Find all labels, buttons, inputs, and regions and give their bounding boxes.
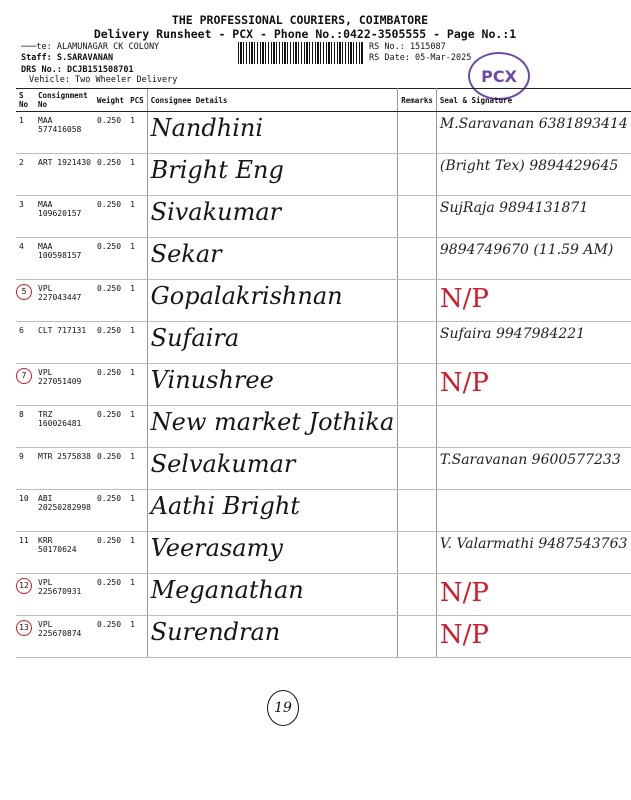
col-header-weight: Weight xyxy=(94,89,127,112)
row-sno xyxy=(16,490,35,532)
row-weight: 0.250 xyxy=(94,532,127,574)
table-row xyxy=(16,154,631,196)
sno-text: 9 xyxy=(19,452,24,461)
sno-text: 3 xyxy=(19,200,24,209)
pcx-stamp: PCX xyxy=(468,52,530,100)
row-consignee-cell xyxy=(147,112,398,154)
row-signature-cell xyxy=(436,532,630,574)
row-sno xyxy=(16,364,35,406)
not-present-mark: N/P xyxy=(439,284,489,314)
company-title: THE PROFESSIONAL COURIERS, COIMBATORE xyxy=(171,13,429,27)
row-weight: 0.250 xyxy=(94,196,127,238)
row-consignment-no: VPL 227043447 xyxy=(35,280,94,322)
row-consignee-cell xyxy=(147,490,398,532)
route-value: ALAMUNAGAR CK COLONY xyxy=(56,42,160,52)
row-consignee-cell xyxy=(147,238,398,280)
route-label-scribble: ───te: xyxy=(21,42,57,52)
table-row xyxy=(16,196,631,238)
rs-date: RS Date: 05-Mar-2025 xyxy=(369,53,472,63)
table-header-row xyxy=(16,89,631,112)
rs-number: RS No.: 1515087 xyxy=(369,42,446,52)
row-signature-cell xyxy=(436,322,630,364)
row-consignment-no: ART 1921430 xyxy=(35,154,94,196)
row-signature-cell xyxy=(436,490,630,532)
row-consignee-handwritten: Selvakumar xyxy=(150,450,296,478)
row-sno xyxy=(16,196,35,238)
sno-circle: 7 xyxy=(16,368,32,384)
row-consignee-handwritten: Sivakumar xyxy=(150,198,282,226)
table-row xyxy=(16,364,631,406)
row-remarks xyxy=(398,112,437,154)
row-signature-cell xyxy=(436,448,630,490)
row-consignment-no: MAA 577416058 xyxy=(35,112,94,154)
row-consignee-cell xyxy=(147,574,398,616)
row-weight: 0.250 xyxy=(94,364,127,406)
row-pcs: 1 xyxy=(127,532,147,574)
row-consignment-no: VPL 225670874 xyxy=(35,616,94,658)
row-consignment-no: VPL 225670931 xyxy=(35,574,94,616)
sno-text: 4 xyxy=(19,242,24,251)
row-consignee-handwritten: Nandhini xyxy=(150,114,264,142)
row-weight: 0.250 xyxy=(94,322,127,364)
row-weight: 0.250 xyxy=(94,280,127,322)
row-pcs: 1 xyxy=(127,616,147,658)
row-sno xyxy=(16,616,35,658)
row-consignment-no: CLT 717131 xyxy=(35,322,94,364)
row-consignee-handwritten: Sekar xyxy=(150,240,222,268)
drs-no-line: DRS No.: DCJB151508701 xyxy=(21,65,134,75)
row-consignment-no: MTR 2575838 xyxy=(35,448,94,490)
row-weight: 0.250 xyxy=(94,574,127,616)
row-pcs: 1 xyxy=(127,322,147,364)
row-signature: T.Saravanan 9600577233 xyxy=(439,452,621,468)
row-signature: (Bright Tex) 9894429645 xyxy=(439,158,619,174)
not-present-mark: N/P xyxy=(439,620,489,650)
row-weight: 0.250 xyxy=(94,154,127,196)
row-pcs: 1 xyxy=(127,574,147,616)
row-pcs: 1 xyxy=(127,112,147,154)
col-header-remarks: Remarks xyxy=(398,89,437,112)
row-signature-cell xyxy=(436,574,630,616)
row-sno xyxy=(16,532,35,574)
sno-text: 6 xyxy=(19,326,24,335)
table-row xyxy=(16,448,631,490)
row-consignee-handwritten: Veerasamy xyxy=(150,534,283,562)
row-remarks xyxy=(398,406,437,448)
table-row xyxy=(16,112,631,154)
table-row xyxy=(16,532,631,574)
row-signature: 9894749670 (11.59 AM) xyxy=(439,242,614,258)
row-pcs: 1 xyxy=(127,448,147,490)
row-remarks xyxy=(398,154,437,196)
row-remarks xyxy=(398,616,437,658)
row-sno xyxy=(16,406,35,448)
row-consignment-no: VPL 227051409 xyxy=(35,364,94,406)
row-consignee-cell xyxy=(147,616,398,658)
row-signature-cell xyxy=(436,280,630,322)
row-pcs: 1 xyxy=(127,490,147,532)
col-header-sno: S No xyxy=(16,89,35,112)
row-remarks xyxy=(398,364,437,406)
row-remarks xyxy=(398,448,437,490)
sno-circle: 5 xyxy=(16,284,32,300)
sno-text: 1 xyxy=(19,116,24,125)
row-remarks xyxy=(398,196,437,238)
row-pcs: 1 xyxy=(127,196,147,238)
col-header-signature: Seal & Signature xyxy=(436,89,630,112)
row-sno xyxy=(16,322,35,364)
table-row xyxy=(16,490,631,532)
row-pcs: 1 xyxy=(127,406,147,448)
row-consignee-cell xyxy=(147,406,398,448)
not-present-mark: N/P xyxy=(439,368,489,398)
row-sno xyxy=(16,280,35,322)
staff-line: Staff: S.SARAVANAN xyxy=(21,53,114,63)
sno-circle: 13 xyxy=(16,620,32,636)
row-pcs: 1 xyxy=(127,154,147,196)
row-consignee-cell xyxy=(147,448,398,490)
row-remarks xyxy=(398,490,437,532)
row-weight: 0.250 xyxy=(94,238,127,280)
row-consignment-no: MAA 109620157 xyxy=(35,196,94,238)
row-consignment-no: ABI 20250282998 xyxy=(35,490,94,532)
row-consignee-cell xyxy=(147,280,398,322)
row-signature-cell xyxy=(436,364,630,406)
sno-text: 11 xyxy=(19,536,29,545)
row-consignee-handwritten: Meganathan xyxy=(150,576,304,604)
row-weight: 0.250 xyxy=(94,406,127,448)
table-row xyxy=(16,406,631,448)
row-pcs: 1 xyxy=(127,280,147,322)
row-signature: M.Saravanan 6381893414 xyxy=(439,116,628,132)
col-header-consignment: Consignment No xyxy=(35,89,94,112)
row-remarks xyxy=(398,574,437,616)
barcode xyxy=(238,42,364,64)
table-row xyxy=(16,322,631,364)
table-row xyxy=(16,616,631,658)
row-consignee-cell xyxy=(147,154,398,196)
table-body xyxy=(16,112,631,658)
row-signature-cell xyxy=(436,112,630,154)
page-number-circle: 19 xyxy=(267,690,299,726)
row-signature-cell xyxy=(436,406,630,448)
row-consignee-handwritten: Surendran xyxy=(150,618,281,646)
sno-text: 8 xyxy=(19,410,24,419)
row-signature-cell xyxy=(436,196,630,238)
row-consignment-no: TRZ 160026481 xyxy=(35,406,94,448)
vehicle-line: Vehicle: Two Wheeler Delivery xyxy=(29,75,178,85)
runsheet-table xyxy=(16,88,631,658)
runsheet-title: Delivery Runsheet - PCX - Phone No.:0422-3505555 - Page No.:1 xyxy=(93,27,517,41)
row-consignee-handwritten: New market Jothika xyxy=(150,408,395,436)
row-sno xyxy=(16,154,35,196)
row-weight: 0.250 xyxy=(94,490,127,532)
row-sno xyxy=(16,112,35,154)
route-line xyxy=(21,42,159,52)
col-header-consignee: Consignee Details xyxy=(147,89,398,112)
row-consignee-handwritten: Bright Eng xyxy=(150,156,284,184)
row-signature-cell xyxy=(436,616,630,658)
not-present-mark: N/P xyxy=(439,578,489,608)
row-consignee-cell xyxy=(147,322,398,364)
row-consignee-handwritten: Gopalakrishnan xyxy=(150,282,343,310)
row-sno xyxy=(16,574,35,616)
row-sno xyxy=(16,238,35,280)
row-remarks xyxy=(398,532,437,574)
row-signature-cell xyxy=(436,238,630,280)
sno-text: 10 xyxy=(19,494,29,503)
row-consignee-cell xyxy=(147,532,398,574)
row-pcs: 1 xyxy=(127,238,147,280)
row-remarks xyxy=(398,322,437,364)
table-row xyxy=(16,280,631,322)
row-remarks xyxy=(398,238,437,280)
row-consignee-cell xyxy=(147,196,398,238)
row-consignee-handwritten: Vinushree xyxy=(150,366,274,394)
row-consignment-no: MAA 100598157 xyxy=(35,238,94,280)
row-signature: Sufaira 9947984221 xyxy=(439,326,586,342)
row-weight: 0.250 xyxy=(94,616,127,658)
table-row xyxy=(16,238,631,280)
table-row xyxy=(16,574,631,616)
row-pcs: 1 xyxy=(127,364,147,406)
row-weight: 0.250 xyxy=(94,112,127,154)
row-remarks xyxy=(398,280,437,322)
row-signature-cell xyxy=(436,154,630,196)
row-consignee-handwritten: Sufaira xyxy=(150,324,240,352)
sno-text: 2 xyxy=(19,158,24,167)
row-signature: SujRaja 9894131871 xyxy=(439,200,589,216)
row-sno xyxy=(16,448,35,490)
col-header-pcs: PCS xyxy=(127,89,147,112)
sno-circle: 12 xyxy=(16,578,32,594)
row-consignment-no: KRR 50170624 xyxy=(35,532,94,574)
row-weight: 0.250 xyxy=(94,448,127,490)
row-consignee-cell xyxy=(147,364,398,406)
row-signature: V. Valarmathi 9487543763 xyxy=(439,536,628,552)
row-consignee-handwritten: Aathi Bright xyxy=(150,492,300,520)
